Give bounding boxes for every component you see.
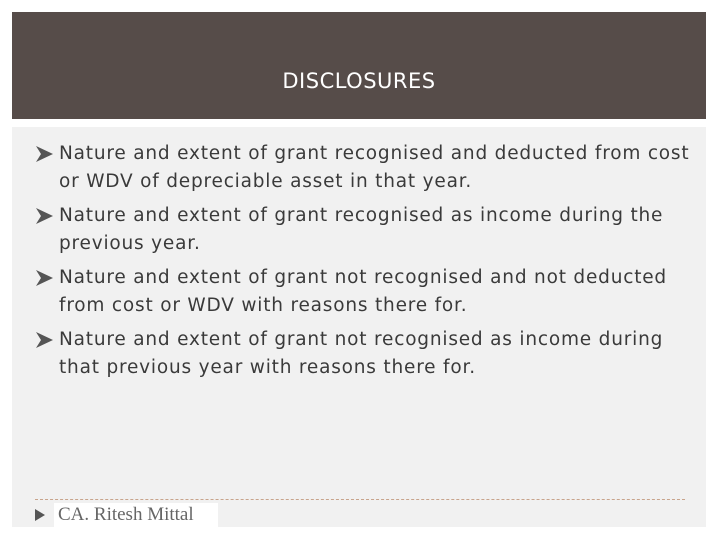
bullet-list [34,140,704,388]
footer-divider [35,499,685,500]
bullet-item [34,140,704,196]
arrow-right-icon [34,143,56,165]
bullet-text: Nature and extent of grant not recognised and not deducted from cost or WDV with reasons there for. [59,267,667,316]
bullet-text: Nature and extent of grant recognised as income during the previous year. [59,205,664,254]
bullet-item [34,264,704,320]
arrow-right-icon [34,267,56,289]
arrow-right-icon [34,205,56,227]
bullet-item [34,326,704,382]
bullet-text: Nature and extent of grant not recognised as income during that previous year with reasons there for. [59,329,664,378]
bullet-item [34,202,704,258]
title-band [12,12,706,119]
arrow-right-icon [34,329,56,351]
play-triangle-icon [34,508,46,522]
slide-title: DISCLOSURES [282,69,436,93]
bullet-text: Nature and extent of grant recognised and deducted from cost or WDV of depreciable asset in that year. [59,143,690,192]
footer-author: CA. Ritesh Mittal [54,503,218,527]
